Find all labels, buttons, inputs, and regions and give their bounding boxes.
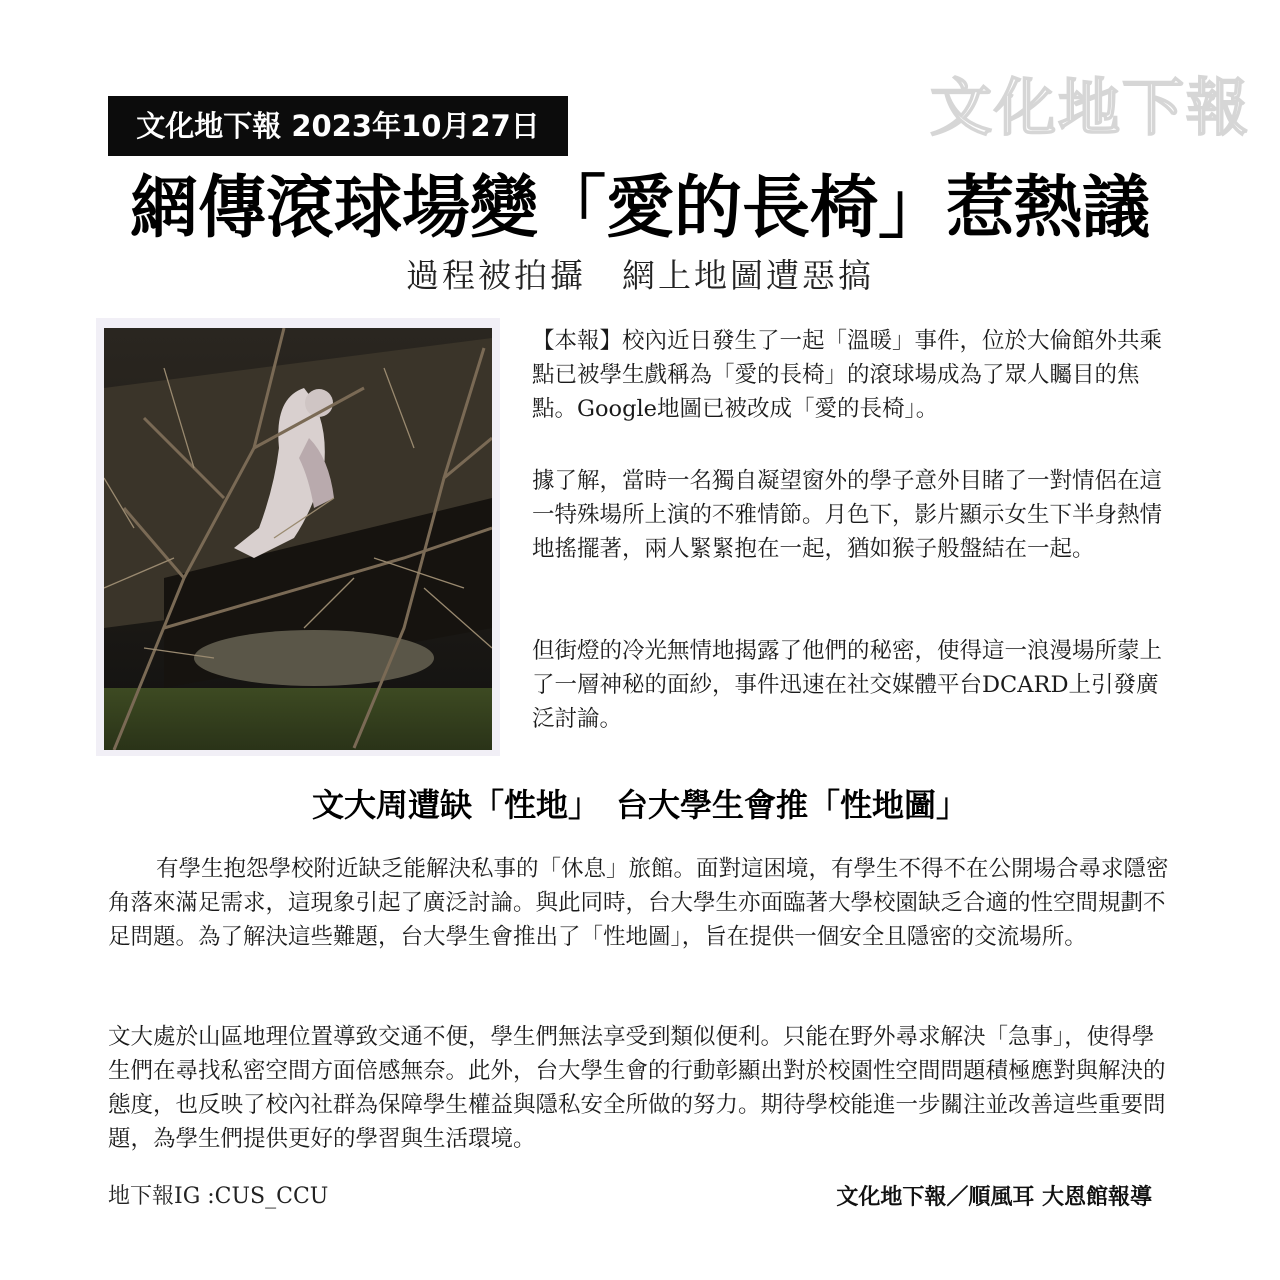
paragraph: 據了解，當時一名獨自凝望窗外的學子意外目睹了一對情侶在這一特殊場所上演的不雅情節。月色下，影片顯示女生下半身熱情地搖擺著，兩人緊緊抱在一起，猶如猴子般盤結在一起。 — [532, 468, 1163, 562]
paragraph: 有學生抱怨學校附近缺乏能解決私事的「休息」旅館。面對這困境，有學生不得不在公開場合尋求隱密角落來滿足需求，這現象引起了廣泛討論。與此同時，台大學生亦面臨著大學校園缺乏合適的性空間規劃不足問題。為了解決這些難題，台大學生會推出了「性地圖」，旨在提供一個安全且隱密的交流場所。 — [108, 856, 1169, 950]
section-heading: 文大周遭缺「性地」 台大學生會推「性地圖」 — [311, 786, 968, 824]
night-photo-icon — [104, 328, 492, 750]
section-paragraph-2 — [108, 1020, 1172, 1156]
article-photo — [96, 318, 500, 756]
article-paragraph-2 — [532, 464, 1172, 566]
paragraph: 文大處於山區地理位置導致交通不便，學生們無法享受到類似便利。只能在野外尋求解決「急事」，使得學生們在尋找私密空間方面倍感無奈。此外，台大學生會的行動彰顯出對於校園性空間問題積極應對與解決的態度，也反映了校內社群為保障學生權益與隱私安全所做的努力。期待學校能進一步關注並改善這些重要問題，為學生們提供更好的學習與生活環境。 — [108, 1024, 1166, 1152]
headline: 網傳滾球場變「愛的長椅」惹熱議 — [129, 169, 1150, 248]
subheadline: 過程被拍攝 網上地圖遭惡搞 — [406, 256, 874, 295]
paragraph: 但街燈的冷光無情地揭露了他們的秘密，使得這一浪漫場所蒙上了一層神秘的面紗，事件迅速在社交媒體平台DCARD上引發廣泛討論。 — [532, 638, 1163, 732]
section-paragraph-1 — [108, 852, 1172, 954]
instagram-handle: 地下報IG :CUS_CCU — [108, 1184, 329, 1209]
article-paragraph-1 — [532, 324, 1172, 426]
watermark-logo: 文化地下報 — [930, 71, 1251, 144]
byline: 文化地下報／順風耳 大恩館報導 — [836, 1184, 1152, 1210]
paragraph: 【本報】校內近日發生了一起「溫暖」事件，位於大倫館外共乘點已被學生戲稱為「愛的長椅」的滾球場成為了眾人矚目的焦點。Google地圖已被改成「愛的長椅」。 — [532, 328, 1163, 422]
dateline-banner: 文化地下報 2023年10月27日 — [108, 96, 568, 156]
article-paragraph-3 — [532, 634, 1172, 736]
